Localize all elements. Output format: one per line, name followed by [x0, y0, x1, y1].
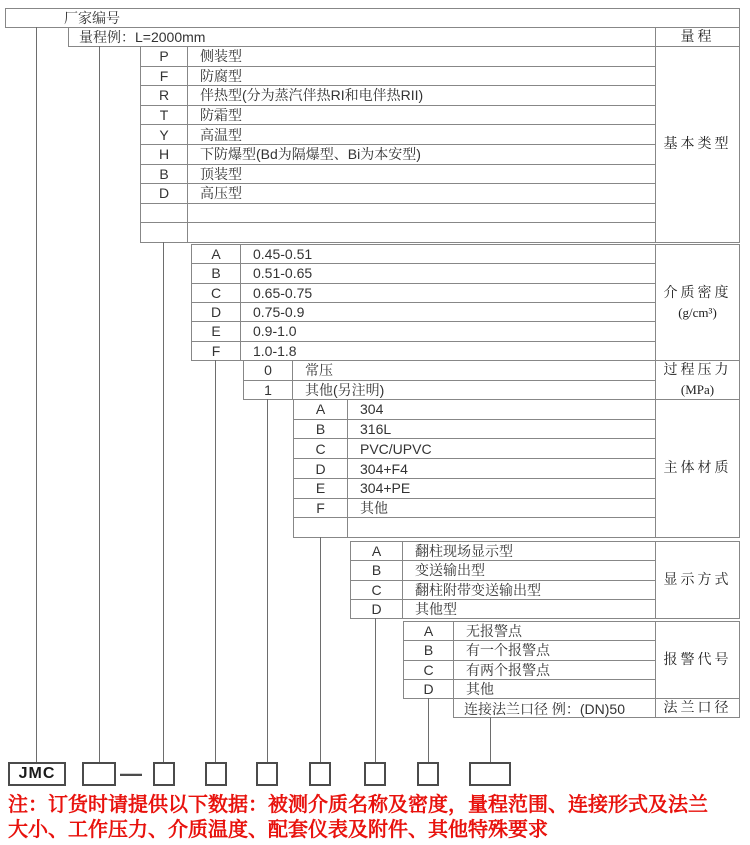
connector-line-alarm [428, 698, 429, 763]
desc-cell: 下防爆型(Bd为隔爆型、Bi为本安型) [200, 146, 421, 163]
desc-cell: 304+F4 [360, 460, 408, 477]
code-cell: C [404, 661, 454, 679]
side-label-flange: 法兰口径 [655, 698, 740, 718]
section-medium-density [191, 244, 740, 361]
code-cell: C [294, 439, 348, 458]
code-cell: Y [141, 125, 188, 144]
model-prefix-box: JMC [8, 762, 66, 786]
table-row [351, 561, 655, 580]
table-row [141, 106, 655, 126]
table-row [141, 67, 655, 87]
table-row [141, 125, 655, 145]
desc-cell: 1.0-1.8 [253, 342, 297, 359]
section-process-pressure [243, 360, 740, 400]
flange-text: 连接法兰口径 例：(DN)50 [464, 701, 626, 717]
table-row [404, 641, 655, 660]
code-cell: A [404, 622, 454, 640]
desc-cell: 伴热型(分为蒸汽伴热RI和电伴热RII) [200, 87, 424, 104]
side-label-range: 量程 [655, 27, 740, 47]
desc-cell: 变送输出型 [415, 562, 485, 579]
table-row [351, 600, 655, 618]
connector-line-pressure [267, 399, 268, 763]
connector-line-basic [163, 242, 164, 763]
code-cell [141, 223, 188, 242]
table-row [404, 622, 655, 641]
code-cell: A [192, 245, 241, 263]
desc-cell: 高温型 [200, 126, 242, 143]
table-row [351, 542, 655, 561]
connector-line-range [99, 46, 100, 763]
table-row [192, 245, 655, 264]
table-row [404, 680, 655, 698]
table-row [294, 400, 655, 420]
code-cell: 1 [244, 381, 293, 400]
table-row [141, 86, 655, 106]
desc-cell: 翻柱现场显示型 [415, 543, 513, 560]
desc-cell: 0.51-0.65 [253, 265, 313, 282]
ordering-note [8, 793, 746, 843]
desc-cell: 防腐型 [200, 67, 242, 84]
code-cell: B [294, 420, 348, 439]
table-row [351, 581, 655, 600]
side-label-body-material: 主体材质 [655, 399, 740, 538]
table-row [192, 342, 655, 360]
connector-line-flange [490, 717, 491, 763]
range-example-text: 量程例：L=2000mm [79, 29, 206, 45]
model-code-box-density [205, 762, 227, 786]
desc-cell: 翻柱附带变送输出型 [415, 581, 541, 598]
code-cell: C [351, 581, 403, 599]
table-row [294, 479, 655, 499]
code-cell: C [192, 284, 241, 302]
table-row [192, 264, 655, 283]
table-row [141, 47, 655, 67]
desc-cell: 304 [360, 401, 384, 418]
model-code-box-flange [469, 762, 511, 786]
ordering-note-line1: 注：订货时请提供以下数据：被测介质名称及密度，量程范围、连接形式及法兰 [8, 794, 708, 816]
code-cell: H [141, 145, 188, 164]
desc-cell [188, 204, 655, 223]
side-label-basic-type: 基本类型 [655, 46, 740, 243]
table-row [404, 661, 655, 680]
code-cell: R [141, 86, 188, 105]
code-cell: B [404, 641, 454, 659]
table-row [294, 459, 655, 479]
desc-cell: 其他 [466, 680, 494, 697]
section-alarm-code [403, 621, 740, 699]
flange-row [453, 698, 740, 718]
table-row [141, 184, 655, 204]
table-row [141, 165, 655, 185]
table-row [192, 303, 655, 322]
desc-cell: 316L [360, 421, 392, 438]
section-display-mode [350, 541, 740, 619]
desc-cell: 0.9-1.0 [253, 323, 297, 340]
connector-line-display [375, 618, 376, 763]
table-row [294, 439, 655, 459]
code-cell: E [294, 479, 348, 498]
model-code-box-range [82, 762, 116, 786]
desc-cell [348, 518, 655, 537]
code-cell: D [294, 459, 348, 478]
desc-cell: 其他(另注明) [305, 381, 385, 398]
factory-number-row [5, 8, 740, 28]
side-label-process-pressure: 过程压力 (MPa) [655, 360, 740, 400]
table-row [192, 322, 655, 341]
code-cell: D [351, 600, 403, 618]
connector-line-material [320, 537, 321, 763]
code-cell: D [192, 303, 241, 321]
connector-line-factory [36, 27, 37, 763]
desc-cell: 304+PE [360, 480, 411, 497]
desc-cell: 有一个报警点 [466, 642, 550, 659]
model-code-box-display [364, 762, 386, 786]
desc-cell: 其他 [360, 499, 388, 516]
desc-cell: 无报警点 [466, 623, 522, 640]
code-cell: F [192, 342, 241, 360]
code-cell: F [141, 67, 188, 86]
code-cell: F [294, 499, 348, 518]
ordering-note-line2: 大小、工作压力、介质温度、配套仪表及附件、其他特殊要求 [8, 819, 548, 841]
code-cell: B [192, 264, 241, 282]
model-code-box-alarm [417, 762, 439, 786]
section-body-material [293, 399, 740, 538]
desc-cell: 0.65-0.75 [253, 284, 313, 301]
desc-cell: 防霜型 [200, 107, 242, 124]
table-row [244, 361, 655, 381]
code-cell: B [351, 561, 403, 579]
desc-cell: 高压型 [200, 185, 242, 202]
side-label-medium-density: 介质密度 (g/cm³) [655, 244, 740, 361]
factory-number-label: 厂家编号 [64, 10, 120, 26]
side-label-display-mode: 显示方式 [655, 541, 740, 619]
desc-cell: 侧装型 [200, 48, 242, 65]
side-label-alarm-code: 报警代号 [655, 621, 740, 699]
table-row [244, 381, 655, 400]
range-row [68, 27, 740, 47]
code-cell [294, 518, 348, 537]
code-cell: A [351, 542, 403, 560]
code-cell: D [141, 184, 188, 203]
code-cell: A [294, 400, 348, 419]
model-dash: — [120, 761, 142, 786]
desc-cell: 0.45-0.51 [253, 246, 313, 263]
code-cell: E [192, 322, 241, 340]
connector-line-density [215, 360, 216, 763]
table-row-empty [294, 518, 655, 537]
code-cell: B [141, 165, 188, 184]
desc-cell: 有两个报警点 [466, 661, 550, 678]
desc-cell [188, 223, 655, 242]
code-cell: P [141, 47, 188, 66]
table-row [141, 145, 655, 165]
desc-cell: 0.75-0.9 [253, 304, 305, 321]
model-code-box-pressure [256, 762, 278, 786]
code-cell [141, 204, 188, 223]
table-row [192, 284, 655, 303]
desc-cell: 顶装型 [200, 165, 242, 182]
code-cell: T [141, 106, 188, 125]
table-row [294, 420, 655, 440]
code-cell: 0 [244, 361, 293, 380]
table-row-empty [141, 204, 655, 224]
section-basic-type [140, 46, 740, 243]
table-row-empty [141, 223, 655, 242]
table-row [294, 499, 655, 519]
desc-cell: 其他型 [415, 600, 457, 617]
model-code-box-basic [153, 762, 175, 786]
code-cell: D [404, 680, 454, 698]
desc-cell: 常压 [305, 362, 333, 379]
model-code-box-material [309, 762, 331, 786]
desc-cell: PVC/UPVC [360, 440, 432, 457]
